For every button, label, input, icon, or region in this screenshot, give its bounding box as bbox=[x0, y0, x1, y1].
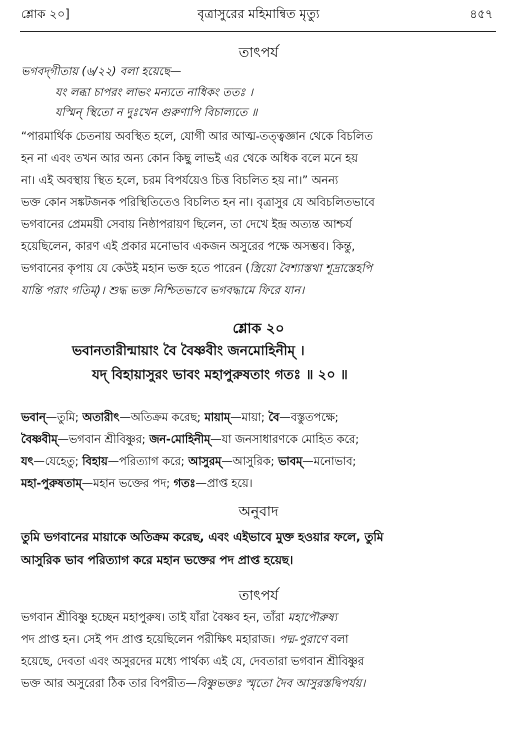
purport2-line-4-italic: বিষ্ণুভক্তঃ স্মৃতো দৈব আসুরস্তদ্বিপর্যয়। bbox=[196, 677, 366, 690]
synonym-term: বিহায় bbox=[82, 455, 108, 468]
purport2-line-1-italic: মহাপৌরুষ্য bbox=[287, 611, 338, 624]
quote-line-1: যং লব্ধা চাপরং লাভং মন্যতে নাধিকং ততঃ । bbox=[55, 86, 254, 99]
purport-line-7-text: ভগবানের কৃপায় যে কেউই মহান ভক্ত হতে পারেন ( bbox=[21, 262, 250, 275]
purport-line bbox=[21, 260, 372, 279]
purport-line: ভক্ত কোন সঙ্কটজনক পরিস্থিতিতেও বিচলিত হন না। বৃত্রাসুর যে অবিচলিতভাবে bbox=[21, 196, 375, 209]
synonym-meaning: —অতিক্রম করেছ; bbox=[119, 411, 205, 424]
synonym-meaning: —মনোভাব; bbox=[302, 455, 357, 468]
synonym-term: ভবান্‌ bbox=[21, 411, 46, 424]
synonym-term: অতারীৎ bbox=[82, 411, 120, 424]
synonym-meaning: —তুমি; bbox=[45, 411, 83, 424]
synonym-term: জন-মোহিনীম্‌ bbox=[149, 433, 211, 446]
synonym-line bbox=[21, 409, 339, 428]
synonym-meaning: —মহান ভক্তের পদ; bbox=[81, 477, 174, 490]
synonym-meaning: —আসুরিক; bbox=[221, 455, 279, 468]
synonym-term: ভাবম্‌ bbox=[278, 455, 303, 468]
purport2-line-2-italic: পদ্ম-পুরাণে bbox=[278, 633, 327, 646]
translation-line: আসুরিক ভাব পরিত্যাগ করে মহান ভক্তের পদ প্রাপ্ত হয়েছ। bbox=[21, 553, 294, 567]
purport-line: ভগবানের প্রেমময়ী সেবায় নিষ্ঠাপরায়ণ ছিলেন, তা দেখে ইন্দ্র অত্যন্ত আশ্চর্য bbox=[21, 218, 352, 231]
synonym-term: যৎ bbox=[21, 455, 34, 468]
purport2-line-3: হয়েছে, দেবতা এবং অসুরদের মধ্যে পার্থক্য এই যে, দেবতারা ভগবান শ্রীবিষ্ণুর bbox=[21, 655, 364, 668]
purport2-line-4 bbox=[21, 675, 365, 694]
synonym-meaning: —প্রাপ্ত হয়ে। bbox=[195, 477, 253, 490]
quote-line-2: যস্মিন্‌ স্থিতো ন দুঃখেন গুরুণাপি বিচাল্যতে ॥ bbox=[55, 106, 258, 119]
purport2-line-1-text: ভগবান শ্রীবিষ্ণু হচ্ছেন মহাপুরুষ। তাই যাঁরা বৈষ্ণব হন, তাঁরা bbox=[21, 611, 288, 624]
translation-heading: অনুবাদ bbox=[238, 504, 279, 520]
purport-line-7-italic: স্ত্রিয়ো বৈশ্যাস্তথা শূদ্রাস্তেহপি bbox=[249, 262, 373, 275]
synonym-term: গতঃ bbox=[173, 477, 196, 490]
synonym-line bbox=[21, 431, 359, 450]
purport-line-8-text: যান্তি পরাং গতিম্‌)। শুদ্ধ ভক্ত নিশ্চিতভাবে ভগবদ্ধামে ফিরে যান। bbox=[21, 284, 305, 297]
synonym-line bbox=[21, 453, 356, 472]
synonym-meaning: —মায়া; bbox=[230, 411, 269, 424]
synonym-meaning: —যা জনসাধারণকে মোহিত করে; bbox=[210, 433, 360, 446]
purport-heading-2: তাৎপর্য bbox=[238, 588, 279, 604]
translation-line: তুমি ভগবানের মায়াকে অতিক্রম করেছ, এবং এইভাবে মুক্ত হওয়ার ফলে, তুমি bbox=[21, 530, 384, 544]
purport-intro bbox=[21, 63, 497, 82]
purport-line: হয়েছিলেন, কারণ এই প্রকার মনোভাব একজন অসুরের পক্ষে অসম্ভব। কিন্তু, bbox=[21, 240, 356, 253]
synonym-line bbox=[21, 475, 253, 494]
purport2-line-1 bbox=[21, 609, 337, 628]
synonym-term: বৈ bbox=[268, 411, 280, 424]
purport2-line-2 bbox=[21, 631, 348, 650]
purport-heading-1: তাৎপর্য bbox=[238, 45, 279, 61]
verse-heading: শ্লোক ২০ bbox=[232, 321, 285, 337]
header-chapter-ref: শ্লোক ২০] bbox=[21, 7, 70, 21]
header-page-number: ৪৫৭ bbox=[469, 7, 493, 21]
synonym-meaning: —পরিত্যাগ করে; bbox=[107, 455, 189, 468]
purport-line bbox=[21, 282, 304, 301]
synonym-meaning: —যেহেতু; bbox=[33, 455, 83, 468]
purport-line: হন না এবং তখন আর অন্য কোন কিছু লাভই এর থেকে অধিক বলে মনে হয় bbox=[21, 152, 358, 165]
purport2-line-2-tail: বলা bbox=[326, 633, 349, 646]
purport2-line-4-text: ভক্ত আর অসুরেরা ঠিক তার বিপরীত— bbox=[21, 677, 197, 690]
synonym-meaning: —ভগবান শ্রীবিষ্ণুর; bbox=[57, 433, 150, 446]
synonym-term: আসুরম্‌ bbox=[188, 455, 222, 468]
header-rule bbox=[20, 31, 496, 32]
synonym-meaning: —বস্তুতপক্ষে; bbox=[279, 411, 339, 424]
header-title: বৃত্রাসুরের মহিমান্বিত মৃত্যু bbox=[197, 6, 320, 21]
purport-line: “পারমার্থিক চেতনায় অবস্থিত হলে, যোগী আর আত্ম-তত্ত্বজ্ঞান থেকে বিচলিত bbox=[21, 130, 373, 143]
synonym-term: মায়াম্‌ bbox=[204, 411, 231, 424]
synonym-term: বৈষ্ণবীম্‌ bbox=[21, 433, 58, 446]
purport2-line-2-text: পদ প্রাপ্ত হন। সেই পদ প্রাপ্ত হয়েছিলেন পরীক্ষিৎ মহারাজ। bbox=[21, 633, 279, 646]
purport-intro-text: ভগবদ্‌গীতায় (৬/২২) বলা হয়েছে— bbox=[21, 65, 182, 78]
verse-line-1: ভবানতারীন্মায়াং বৈ বৈষ্ণবীং জনমোহিনীম্‌ । bbox=[72, 343, 305, 359]
purport-line: না। এই অবস্থায় স্থিত হলে, চরম বিপর্যয়েও চিত্ত বিচলিত হয় না।” অনন্য bbox=[21, 174, 339, 187]
synonym-term: মহা-পুরুষতাম্‌ bbox=[21, 477, 82, 490]
verse-line-2: যদ্‌ বিহায়াসুরং ভাবং মহাপুরুষতাং গতঃ ॥ ২০ ॥ bbox=[92, 367, 348, 383]
